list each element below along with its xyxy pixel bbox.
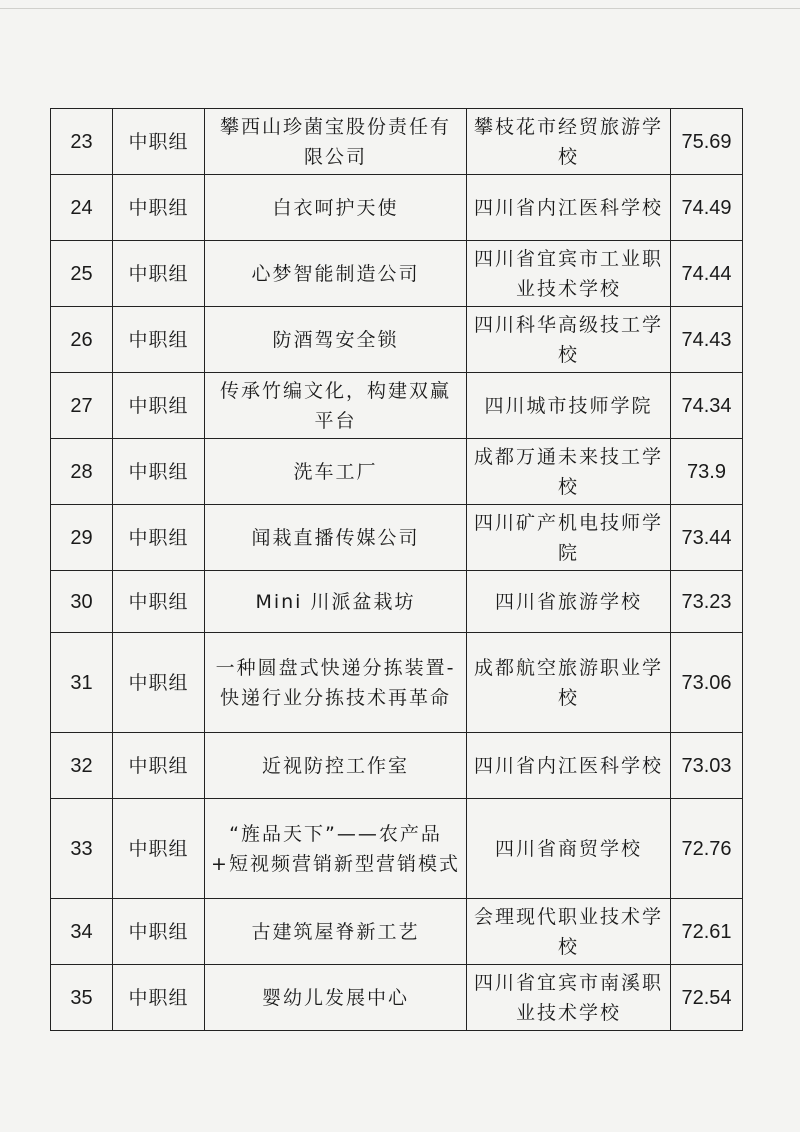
rank-cell: 35 <box>51 965 113 1031</box>
score-cell: 75.69 <box>671 109 743 175</box>
project-name-cell: 婴幼儿发展中心 <box>205 965 467 1031</box>
score-cell: 74.44 <box>671 241 743 307</box>
table-row <box>51 241 743 307</box>
group-cell: 中职组 <box>113 733 205 799</box>
school-name-cell: 攀枝花市经贸旅游学校 <box>467 109 671 175</box>
project-name-cell: 白衣呵护天使 <box>205 175 467 241</box>
group-cell: 中职组 <box>113 307 205 373</box>
table-row <box>51 633 743 733</box>
table-row <box>51 899 743 965</box>
project-name-cell: Mini 川派盆栽坊 <box>205 571 467 633</box>
score-cell: 73.44 <box>671 505 743 571</box>
project-name-cell: 古建筑屋脊新工艺 <box>205 899 467 965</box>
score-cell: 73.23 <box>671 571 743 633</box>
school-name-cell: 四川省内江医科学校 <box>467 175 671 241</box>
rank-cell: 34 <box>51 899 113 965</box>
project-name-cell: 闻栽直播传媒公司 <box>205 505 467 571</box>
group-cell: 中职组 <box>113 373 205 439</box>
score-cell: 73.9 <box>671 439 743 505</box>
results-table <box>50 108 743 1031</box>
project-name-cell: 心梦智能制造公司 <box>205 241 467 307</box>
school-name-cell: 四川矿产机电技师学院 <box>467 505 671 571</box>
rank-cell: 23 <box>51 109 113 175</box>
school-name-cell: 四川省内江医科学校 <box>467 733 671 799</box>
project-name-cell: 近视防控工作室 <box>205 733 467 799</box>
rank-cell: 25 <box>51 241 113 307</box>
project-name-cell: 传承竹编文化，构建双赢平台 <box>205 373 467 439</box>
group-cell: 中职组 <box>113 571 205 633</box>
results-table-body <box>51 109 743 1031</box>
school-name-cell: 四川省宜宾市工业职业技术学校 <box>467 241 671 307</box>
table-row <box>51 505 743 571</box>
group-cell: 中职组 <box>113 965 205 1031</box>
school-name-cell: 四川省商贸学校 <box>467 799 671 899</box>
school-name-cell: 成都航空旅游职业学校 <box>467 633 671 733</box>
group-cell: 中职组 <box>113 109 205 175</box>
project-name-cell: 防酒驾安全锁 <box>205 307 467 373</box>
rank-cell: 33 <box>51 799 113 899</box>
score-cell: 74.34 <box>671 373 743 439</box>
project-name-cell: “旌品天下”——农产品+短视频营销新型营销模式 <box>205 799 467 899</box>
rank-cell: 29 <box>51 505 113 571</box>
table-row <box>51 733 743 799</box>
group-cell: 中职组 <box>113 241 205 307</box>
project-name-cell: 一种圆盘式快递分拣装置-快递行业分拣技术再革命 <box>205 633 467 733</box>
table-row <box>51 571 743 633</box>
school-name-cell: 四川省旅游学校 <box>467 571 671 633</box>
rank-cell: 26 <box>51 307 113 373</box>
group-cell: 中职组 <box>113 505 205 571</box>
score-cell: 74.49 <box>671 175 743 241</box>
project-name-cell: 攀西山珍菌宝股份责任有限公司 <box>205 109 467 175</box>
score-cell: 72.54 <box>671 965 743 1031</box>
school-name-cell: 四川科华高级技工学校 <box>467 307 671 373</box>
school-name-cell: 会理现代职业技术学校 <box>467 899 671 965</box>
group-cell: 中职组 <box>113 899 205 965</box>
score-cell: 72.76 <box>671 799 743 899</box>
group-cell: 中职组 <box>113 799 205 899</box>
score-cell: 73.06 <box>671 633 743 733</box>
table-row <box>51 799 743 899</box>
score-cell: 72.61 <box>671 899 743 965</box>
table-row <box>51 307 743 373</box>
page-top-edge <box>0 8 800 9</box>
school-name-cell: 四川省宜宾市南溪职业技术学校 <box>467 965 671 1031</box>
table-row <box>51 109 743 175</box>
rank-cell: 27 <box>51 373 113 439</box>
rank-cell: 28 <box>51 439 113 505</box>
table-row <box>51 373 743 439</box>
school-name-cell: 四川城市技师学院 <box>467 373 671 439</box>
rank-cell: 24 <box>51 175 113 241</box>
table-row <box>51 175 743 241</box>
group-cell: 中职组 <box>113 439 205 505</box>
project-name-cell: 洗车工厂 <box>205 439 467 505</box>
table-row <box>51 439 743 505</box>
rank-cell: 30 <box>51 571 113 633</box>
score-cell: 73.03 <box>671 733 743 799</box>
group-cell: 中职组 <box>113 633 205 733</box>
school-name-cell: 成都万通未来技工学校 <box>467 439 671 505</box>
rank-cell: 32 <box>51 733 113 799</box>
group-cell: 中职组 <box>113 175 205 241</box>
score-cell: 74.43 <box>671 307 743 373</box>
rank-cell: 31 <box>51 633 113 733</box>
table-row <box>51 965 743 1031</box>
